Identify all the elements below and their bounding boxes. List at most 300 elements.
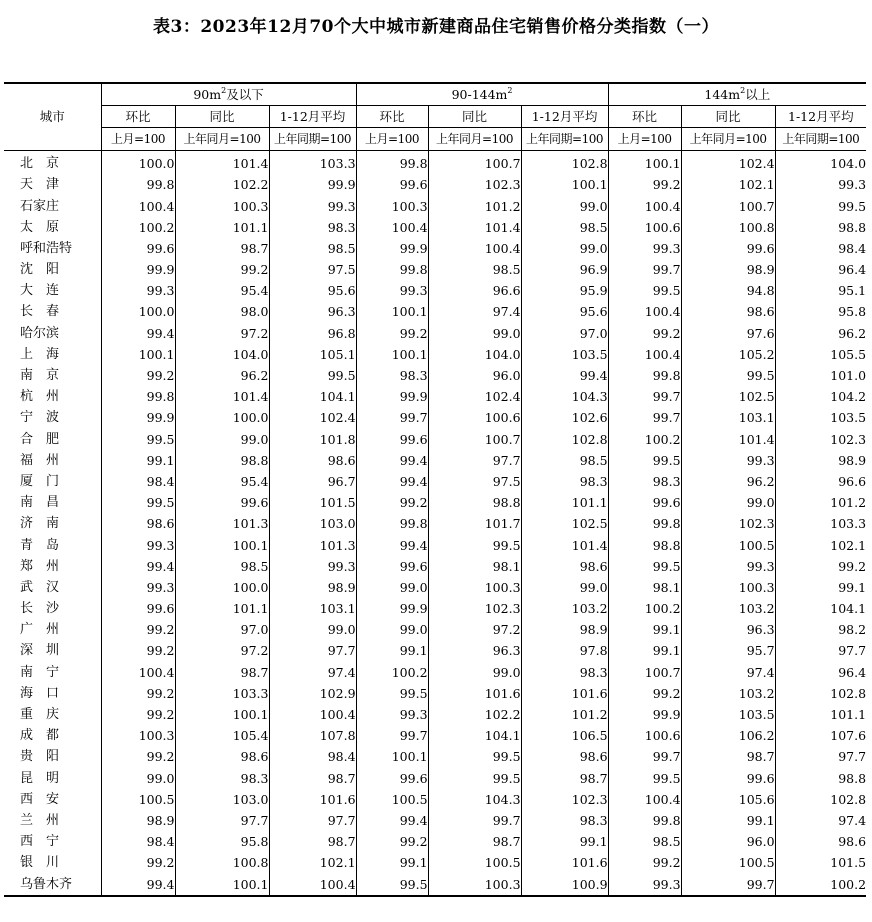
yoy-small: 103.0 <box>175 789 269 810</box>
avg-large: 96.4 <box>775 662 866 683</box>
yoy-large: 102.1 <box>681 175 775 196</box>
avg-small: 98.5 <box>269 238 356 259</box>
avg-medium: 98.3 <box>521 662 608 683</box>
yoy-medium: 100.3 <box>428 874 521 896</box>
avg-medium: 99.4 <box>521 365 608 386</box>
avg-small: 96.7 <box>269 471 356 492</box>
yoy-small: 97.2 <box>175 641 269 662</box>
mom-large: 100.4 <box>608 344 681 365</box>
avg-small: 99.0 <box>269 620 356 641</box>
yoy-medium: 98.7 <box>428 832 521 853</box>
avg-small: 97.4 <box>269 662 356 683</box>
avg-medium: 98.5 <box>521 450 608 471</box>
yoy-large: 99.6 <box>681 768 775 789</box>
yoy-small: 101.1 <box>175 217 269 238</box>
mom-large: 100.1 <box>608 150 681 175</box>
mom-small: 100.0 <box>101 150 175 175</box>
avg-small: 102.9 <box>269 683 356 704</box>
avg-large: 98.4 <box>775 238 866 259</box>
yoy-large: 100.7 <box>681 196 775 217</box>
city-name: 昆 明 <box>20 770 60 786</box>
city-name: 太 原 <box>20 219 60 235</box>
avg-medium: 100.1 <box>521 175 608 196</box>
mom-large: 99.8 <box>608 365 681 386</box>
table-row <box>4 175 866 196</box>
mom-medium: 99.9 <box>356 599 428 620</box>
mom-medium: 99.5 <box>356 683 428 704</box>
city-name: 郑 州 <box>20 558 60 574</box>
avg-small: 107.8 <box>269 726 356 747</box>
mom-large: 99.1 <box>608 620 681 641</box>
avg-medium: 99.0 <box>521 577 608 598</box>
city-name: 上 海 <box>20 346 60 362</box>
yoy-medium: 99.5 <box>428 747 521 768</box>
yoy-large: 100.5 <box>681 853 775 874</box>
mom-medium: 100.2 <box>356 662 428 683</box>
table-row <box>4 196 866 217</box>
mom-small: 99.4 <box>101 874 175 896</box>
table-row <box>4 535 866 556</box>
city-name: 哈尔滨 <box>20 325 60 341</box>
avg-small: 99.3 <box>269 196 356 217</box>
mom-medium: 99.5 <box>356 874 428 896</box>
mom-medium: 100.1 <box>356 747 428 768</box>
mom-medium: 99.7 <box>356 408 428 429</box>
yoy-medium: 100.3 <box>428 577 521 598</box>
yoy-medium: 96.3 <box>428 641 521 662</box>
mom-small: 98.4 <box>101 832 175 853</box>
avg-large: 107.6 <box>775 726 866 747</box>
yoy-medium: 101.4 <box>428 217 521 238</box>
mom-small: 99.9 <box>101 408 175 429</box>
avg-small: 105.1 <box>269 344 356 365</box>
yoy-small: 100.3 <box>175 196 269 217</box>
yoy-large: 96.3 <box>681 620 775 641</box>
yoy-large: 103.5 <box>681 704 775 725</box>
avg-large: 95.1 <box>775 281 866 302</box>
mom-small: 99.6 <box>101 599 175 620</box>
mom-large: 99.6 <box>608 493 681 514</box>
table-row <box>4 620 866 641</box>
table-row <box>4 493 866 514</box>
mom-small: 99.5 <box>101 493 175 514</box>
yoy-medium: 102.2 <box>428 704 521 725</box>
avg-small: 101.5 <box>269 493 356 514</box>
mom-small: 98.6 <box>101 514 175 535</box>
yoy-large: 98.7 <box>681 747 775 768</box>
yoy-small: 98.7 <box>175 238 269 259</box>
city-name: 大 连 <box>20 283 60 299</box>
yoy-small: 98.7 <box>175 662 269 683</box>
mom-small: 100.3 <box>101 726 175 747</box>
yoy-medium: 100.5 <box>428 853 521 874</box>
yoy-small: 104.0 <box>175 344 269 365</box>
mom-small: 99.9 <box>101 260 175 281</box>
yoy-large: 102.5 <box>681 387 775 408</box>
mom-medium: 99.1 <box>356 641 428 662</box>
base-header-avg: 上年同期=100 <box>521 128 608 150</box>
yoy-large: 97.6 <box>681 323 775 344</box>
avg-medium: 98.5 <box>521 217 608 238</box>
avg-medium: 102.6 <box>521 408 608 429</box>
mom-large: 99.5 <box>608 281 681 302</box>
mom-large: 98.3 <box>608 471 681 492</box>
yoy-medium: 99.0 <box>428 662 521 683</box>
table-row <box>4 704 866 725</box>
yoy-medium: 101.2 <box>428 196 521 217</box>
mom-large: 99.8 <box>608 514 681 535</box>
base-header-mom: 上月=100 <box>356 128 428 150</box>
mom-small: 99.6 <box>101 238 175 259</box>
yoy-small: 103.3 <box>175 683 269 704</box>
mom-large: 100.7 <box>608 662 681 683</box>
city-name: 石家庄 <box>20 198 60 214</box>
mom-small: 99.2 <box>101 747 175 768</box>
base-header-yoy: 上年同月=100 <box>428 128 521 150</box>
table-row <box>4 387 866 408</box>
yoy-medium: 97.7 <box>428 450 521 471</box>
yoy-small: 101.4 <box>175 150 269 175</box>
yoy-large: 99.6 <box>681 238 775 259</box>
mom-small: 99.2 <box>101 704 175 725</box>
avg-medium: 98.7 <box>521 768 608 789</box>
mom-small: 99.5 <box>101 429 175 450</box>
avg-medium: 97.8 <box>521 641 608 662</box>
city-name: 成 都 <box>20 728 60 744</box>
table-row <box>4 514 866 535</box>
mom-medium: 99.2 <box>356 832 428 853</box>
group-header-medium: $90-144m^2$ <box>356 83 608 106</box>
avg-medium: 97.0 <box>521 323 608 344</box>
table-row <box>4 641 866 662</box>
table-row <box>4 726 866 747</box>
table-row <box>4 810 866 831</box>
avg-medium: 98.3 <box>521 471 608 492</box>
mom-large: 100.2 <box>608 429 681 450</box>
yoy-large: 103.1 <box>681 408 775 429</box>
sub-header-avg: 1-12月平均 <box>775 106 866 128</box>
table-row <box>4 450 866 471</box>
yoy-small: 98.0 <box>175 302 269 323</box>
avg-small: 104.1 <box>269 387 356 408</box>
table-row <box>4 577 866 598</box>
yoy-small: 98.3 <box>175 768 269 789</box>
mom-medium: 99.1 <box>356 853 428 874</box>
table-row <box>4 599 866 620</box>
yoy-large: 103.2 <box>681 683 775 704</box>
city-name: 乌鲁木齐 <box>4 874 101 896</box>
yoy-small: 97.7 <box>175 810 269 831</box>
base-header-avg: 上年同期=100 <box>269 128 356 150</box>
yoy-large: 105.2 <box>681 344 775 365</box>
mom-medium: 99.2 <box>356 323 428 344</box>
city-name: 南 宁 <box>20 664 60 680</box>
mom-large: 99.5 <box>608 450 681 471</box>
table-row <box>4 344 866 365</box>
mom-medium: 99.9 <box>356 387 428 408</box>
yoy-large: 100.5 <box>681 535 775 556</box>
city-header: 城市 <box>4 83 101 150</box>
mom-medium: 100.5 <box>356 789 428 810</box>
avg-small: 103.3 <box>269 150 356 175</box>
avg-small: 103.0 <box>269 514 356 535</box>
table-row <box>4 323 866 344</box>
city-name: 广 州 <box>20 622 60 638</box>
yoy-small: 95.8 <box>175 832 269 853</box>
yoy-large: 96.0 <box>681 832 775 853</box>
mom-large: 99.3 <box>608 874 681 896</box>
avg-large: 96.2 <box>775 323 866 344</box>
yoy-medium: 97.5 <box>428 471 521 492</box>
mom-medium: 99.6 <box>356 175 428 196</box>
city-name: 福 州 <box>20 452 60 468</box>
avg-large: 101.5 <box>775 853 866 874</box>
mom-large: 100.6 <box>608 726 681 747</box>
sub-header-avg: 1-12月平均 <box>521 106 608 128</box>
yoy-large: 96.2 <box>681 471 775 492</box>
mom-large: 98.8 <box>608 535 681 556</box>
mom-large: 99.7 <box>608 387 681 408</box>
avg-medium: 101.2 <box>521 704 608 725</box>
yoy-medium: 99.5 <box>428 535 521 556</box>
mom-medium: 99.3 <box>356 704 428 725</box>
yoy-small: 97.2 <box>175 323 269 344</box>
mom-medium: 99.2 <box>356 493 428 514</box>
avg-small: 101.3 <box>269 535 356 556</box>
yoy-small: 99.0 <box>175 429 269 450</box>
table-row <box>4 217 866 238</box>
sub-header-yoy: 同比 <box>428 106 521 128</box>
yoy-small: 95.4 <box>175 281 269 302</box>
table-row <box>4 789 866 810</box>
city-name: 天 津 <box>20 177 60 193</box>
price-index-table <box>4 82 866 897</box>
mom-small: 98.9 <box>101 810 175 831</box>
mom-small: 99.4 <box>101 323 175 344</box>
avg-medium: 99.1 <box>521 832 608 853</box>
avg-large: 102.1 <box>775 535 866 556</box>
yoy-medium: 98.1 <box>428 556 521 577</box>
avg-large: 99.2 <box>775 556 866 577</box>
avg-medium: 106.5 <box>521 726 608 747</box>
city-name: 重 庆 <box>20 707 60 723</box>
yoy-medium: 102.3 <box>428 599 521 620</box>
avg-large: 97.7 <box>775 641 866 662</box>
avg-medium: 100.9 <box>521 874 608 896</box>
yoy-medium: 100.7 <box>428 150 521 175</box>
mom-large: 99.7 <box>608 260 681 281</box>
table-row <box>4 683 866 704</box>
avg-large: 100.2 <box>775 874 866 896</box>
mom-medium: 99.4 <box>356 450 428 471</box>
avg-medium: 98.6 <box>521 556 608 577</box>
city-name: 武 汉 <box>20 579 60 595</box>
mom-large: 99.1 <box>608 641 681 662</box>
avg-small: 100.4 <box>269 874 356 896</box>
avg-large: 96.6 <box>775 471 866 492</box>
base-header-yoy: 上年同月=100 <box>175 128 269 150</box>
mom-medium: 99.6 <box>356 768 428 789</box>
yoy-medium: 96.0 <box>428 365 521 386</box>
mom-small: 99.3 <box>101 577 175 598</box>
avg-small: 98.4 <box>269 747 356 768</box>
avg-small: 98.6 <box>269 450 356 471</box>
mom-medium: 100.4 <box>356 217 428 238</box>
mom-small: 100.4 <box>101 662 175 683</box>
yoy-large: 100.3 <box>681 577 775 598</box>
city-name: 海 口 <box>20 685 60 701</box>
mom-medium: 99.4 <box>356 535 428 556</box>
yoy-large: 102.4 <box>681 150 775 175</box>
yoy-large: 103.2 <box>681 599 775 620</box>
table-row <box>4 281 866 302</box>
table-row <box>4 662 866 683</box>
table-body <box>4 150 866 896</box>
yoy-large: 101.4 <box>681 429 775 450</box>
yoy-small: 101.3 <box>175 514 269 535</box>
avg-large: 103.3 <box>775 514 866 535</box>
yoy-medium: 100.4 <box>428 238 521 259</box>
mom-medium: 100.1 <box>356 302 428 323</box>
mom-medium: 99.8 <box>356 514 428 535</box>
mom-large: 100.4 <box>608 196 681 217</box>
mom-large: 99.2 <box>608 853 681 874</box>
base-header-mom: 上月=100 <box>101 128 175 150</box>
avg-large: 103.5 <box>775 408 866 429</box>
mom-large: 100.6 <box>608 217 681 238</box>
sub-header-mom: 环比 <box>356 106 428 128</box>
yoy-large: 99.3 <box>681 556 775 577</box>
base-header-avg: 上年同期=100 <box>775 128 866 150</box>
page-title: 表3：2023年12月70个大中城市新建商品住宅销售价格分类指数（一） <box>153 17 719 37</box>
yoy-medium: 101.7 <box>428 514 521 535</box>
avg-medium: 98.6 <box>521 747 608 768</box>
mom-medium: 99.8 <box>356 260 428 281</box>
yoy-small: 100.1 <box>175 704 269 725</box>
table-row <box>4 365 866 386</box>
avg-large: 101.2 <box>775 493 866 514</box>
avg-small: 101.6 <box>269 789 356 810</box>
city-name: 贵 阳 <box>20 749 60 765</box>
mom-medium: 99.6 <box>356 429 428 450</box>
mom-small: 99.2 <box>101 641 175 662</box>
avg-medium: 103.5 <box>521 344 608 365</box>
yoy-medium: 98.5 <box>428 260 521 281</box>
city-name: 南 京 <box>20 368 60 384</box>
mom-large: 100.4 <box>608 789 681 810</box>
mom-small: 99.2 <box>101 853 175 874</box>
mom-medium: 99.8 <box>356 150 428 175</box>
yoy-small: 98.6 <box>175 747 269 768</box>
table-row <box>4 238 866 259</box>
table-row <box>4 556 866 577</box>
mom-large: 99.3 <box>608 238 681 259</box>
mom-medium: 99.7 <box>356 726 428 747</box>
mom-large: 99.2 <box>608 323 681 344</box>
avg-large: 98.9 <box>775 450 866 471</box>
mom-small: 99.3 <box>101 535 175 556</box>
avg-small: 97.7 <box>269 641 356 662</box>
table-row <box>4 260 866 281</box>
yoy-large: 99.1 <box>681 810 775 831</box>
city-name: 长 春 <box>20 304 60 320</box>
table-row <box>4 853 866 874</box>
avg-medium: 96.9 <box>521 260 608 281</box>
yoy-large: 106.2 <box>681 726 775 747</box>
yoy-medium: 99.7 <box>428 810 521 831</box>
avg-small: 99.3 <box>269 556 356 577</box>
sub-header-mom: 环比 <box>608 106 681 128</box>
avg-large: 102.3 <box>775 429 866 450</box>
yoy-medium: 98.8 <box>428 493 521 514</box>
mom-large: 99.2 <box>608 683 681 704</box>
mom-small: 99.8 <box>101 175 175 196</box>
avg-medium: 99.0 <box>521 238 608 259</box>
mom-small: 100.4 <box>101 196 175 217</box>
table-row <box>4 429 866 450</box>
mom-large: 98.1 <box>608 577 681 598</box>
avg-small: 98.3 <box>269 217 356 238</box>
yoy-small: 101.4 <box>175 387 269 408</box>
yoy-large: 99.5 <box>681 365 775 386</box>
table-row <box>4 768 866 789</box>
mom-small: 99.2 <box>101 683 175 704</box>
avg-small: 98.7 <box>269 768 356 789</box>
mom-small: 100.5 <box>101 789 175 810</box>
table-row <box>4 747 866 768</box>
avg-medium: 99.0 <box>521 196 608 217</box>
mom-large: 99.9 <box>608 704 681 725</box>
city-name: 青 岛 <box>20 537 60 553</box>
yoy-medium: 96.6 <box>428 281 521 302</box>
base-header-mom: 上月=100 <box>608 128 681 150</box>
yoy-medium: 104.3 <box>428 789 521 810</box>
sub-header-avg: 1-12月平均 <box>269 106 356 128</box>
avg-small: 102.4 <box>269 408 356 429</box>
mom-large: 99.7 <box>608 408 681 429</box>
yoy-medium: 104.1 <box>428 726 521 747</box>
sub-header-mom: 环比 <box>101 106 175 128</box>
avg-small: 101.8 <box>269 429 356 450</box>
avg-medium: 98.3 <box>521 810 608 831</box>
avg-medium: 102.3 <box>521 789 608 810</box>
city-name: 西 宁 <box>20 834 60 850</box>
avg-small: 97.5 <box>269 260 356 281</box>
yoy-small: 100.1 <box>175 535 269 556</box>
avg-large: 102.8 <box>775 789 866 810</box>
mom-medium: 99.9 <box>356 238 428 259</box>
mom-small: 99.2 <box>101 365 175 386</box>
mom-small: 99.4 <box>101 556 175 577</box>
avg-small: 96.3 <box>269 302 356 323</box>
yoy-medium: 99.5 <box>428 768 521 789</box>
city-name: 兰 州 <box>20 812 60 828</box>
yoy-small: 95.4 <box>175 471 269 492</box>
yoy-medium: 100.7 <box>428 429 521 450</box>
yoy-medium: 100.6 <box>428 408 521 429</box>
avg-small: 95.6 <box>269 281 356 302</box>
avg-large: 104.1 <box>775 599 866 620</box>
yoy-medium: 104.0 <box>428 344 521 365</box>
mom-medium: 99.0 <box>356 620 428 641</box>
mom-medium: 100.1 <box>356 344 428 365</box>
sub-header-yoy: 同比 <box>681 106 775 128</box>
city-name: 北 京 <box>20 156 60 172</box>
table-row <box>4 408 866 429</box>
avg-small: 98.9 <box>269 577 356 598</box>
avg-large: 101.1 <box>775 704 866 725</box>
avg-large: 104.2 <box>775 387 866 408</box>
